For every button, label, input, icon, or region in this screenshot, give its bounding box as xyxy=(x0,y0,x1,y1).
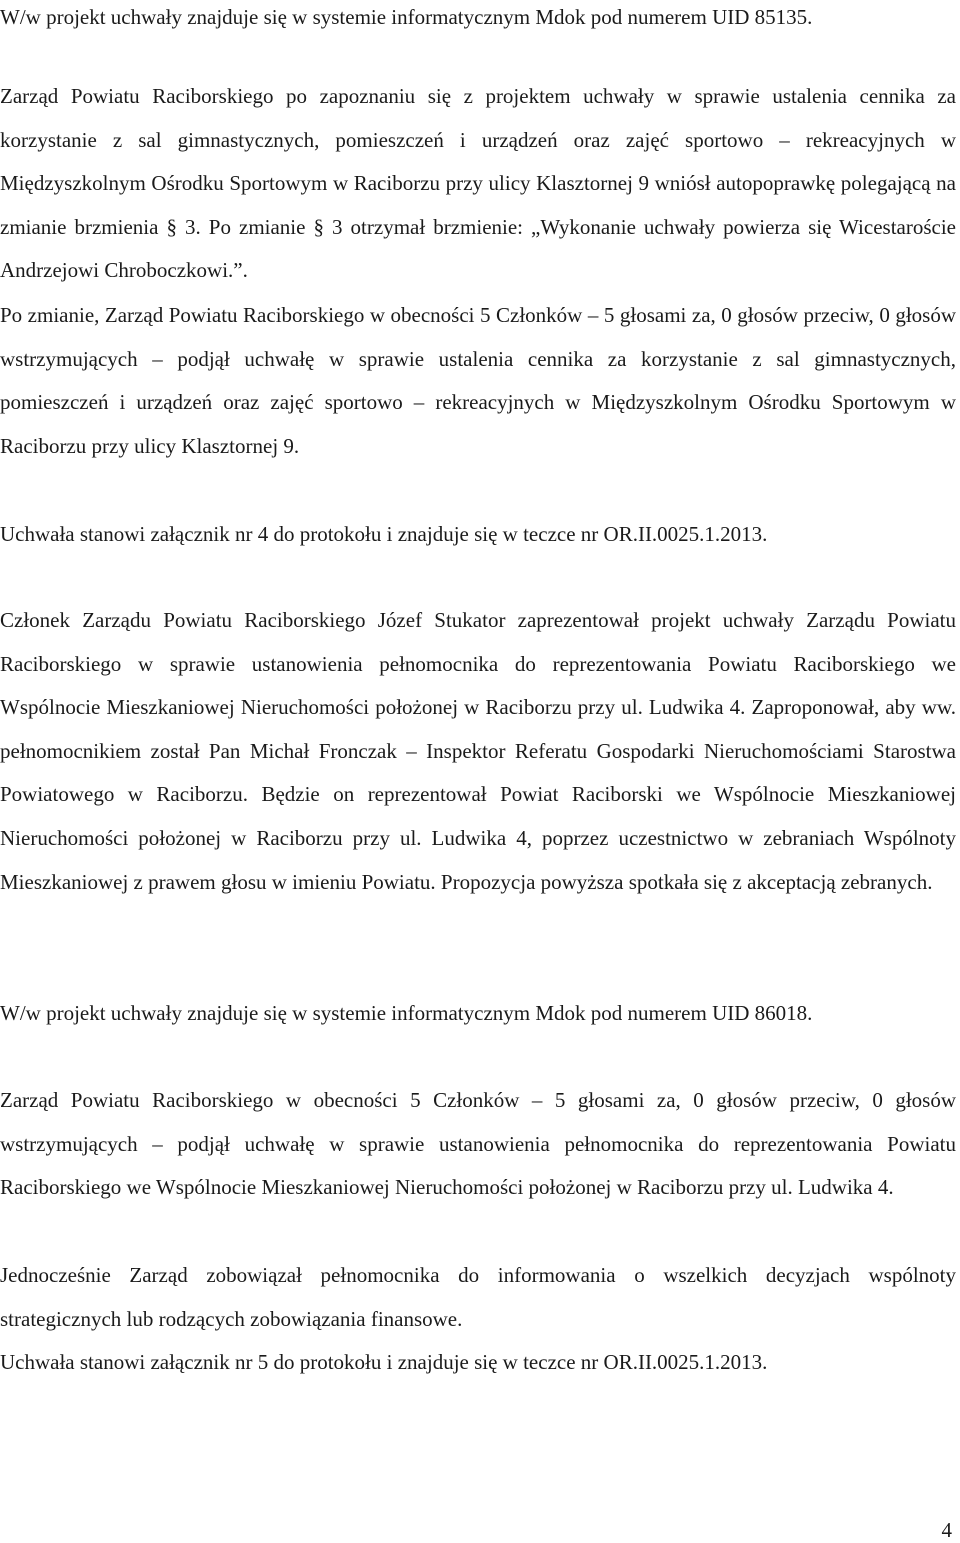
paragraph-uid-85135: W/w projekt uchwały znajduje się w systemie informatycznym Mdok pod numerem UID 85135. xyxy=(0,5,813,29)
paragraph-uid-86018: W/w projekt uchwały znajduje się w systemie informatycznym Mdok pod numerem UID 86018. xyxy=(0,1001,813,1025)
paragraph-vote-cennik: Po zmianie, Zarząd Powiatu Raciborskiego w obecności 5 Członków – 5 głosami za, 0 głosów przeciw, 0 głosów wstrzymujących – podjął uchwałę w sprawie ustalenia cennika za korzystanie z sal gimnastycznych, pomieszczeń i urządzeń oraz zajęć sportowo – rekreacyjnych w Międzyszkolnym Ośrodku Sportowym w Raciborzu przy ulicy Klasztornej 9. xyxy=(0,303,956,458)
page-number: 4 xyxy=(941,1518,952,1542)
paragraph-attachment-5: Uchwała stanowi załącznik nr 5 do protokołu i znajduje się w teczce nr OR.II.0025.1.2013. xyxy=(0,1350,768,1374)
paragraph-attachment-4: Uchwała stanowi załącznik nr 4 do protokołu i znajduje się w teczce nr OR.II.0025.1.2013. xyxy=(0,522,768,546)
paragraph-autopoprawka: Zarząd Powiatu Raciborskiego po zapoznaniu się z projektem uchwały w sprawie ustalenia cennika za korzystanie z sal gimnastycznych, pomieszczeń i urządzeń oraz zajęć sportowo – rekreacyjnych w Międzyszkolnym Ośrodku Sportowym w Raciborzu przy ulicy Klasztornej 9 wniósł autopoprawkę polegającą na zmianie brzmienia § 3. Po zmianie § 3 otrzymał brzmienie: „Wykonanie uchwały powierza się Wicestaroście Andrzejowi Chroboczkowi.”. xyxy=(0,84,956,283)
paragraph-pelnomocnik-project: Członek Zarządu Powiatu Raciborskiego Józef Stukator zaprezentował projekt uchwały Zarządu Powiatu Raciborskiego w sprawie ustanowienia pełnomocnika do reprezentowania Powiatu Raciborskiego we Wspólnocie Mieszkaniowej Nieruchomości położonej w Raciborzu przy ul. Ludwika 4. Zaproponował, aby ww. pełnomocnikiem został Pan Michał Fronczak – Inspektor Referatu Gospodarki Nieruchomościami Starostwa Powiatowego w Raciborzu. Będzie on reprezentował Powiat Raciborski we Wspólnocie Mieszkaniowej Nieruchomości położonej w Raciborzu przy ul. Ludwika 4, poprzez uczestnictwo w zebraniach Wspólnoty Mieszkaniowej z prawem głosu w imieniu Powiatu. Propozycja powyższa spotkała się z akceptacją zebranych. xyxy=(0,608,956,894)
paragraph-obligation: Jednocześnie Zarząd zobowiązał pełnomocnika do informowania o wszelkich decyzjach wspólnoty strategicznych lub rodzących zobowiązania finansowe. xyxy=(0,1263,956,1331)
paragraph-vote-pelnomocnik: Zarząd Powiatu Raciborskiego w obecności 5 Członków – 5 głosami za, 0 głosów przeciw, 0 głosów wstrzymujących – podjął uchwałę w sprawie ustanowienia pełnomocnika do reprezentowania Powiatu Raciborskiego we Wspólnocie Mieszkaniowej Nieruchomości położonej w Raciborzu przy ul. Ludwika 4. xyxy=(0,1088,956,1200)
